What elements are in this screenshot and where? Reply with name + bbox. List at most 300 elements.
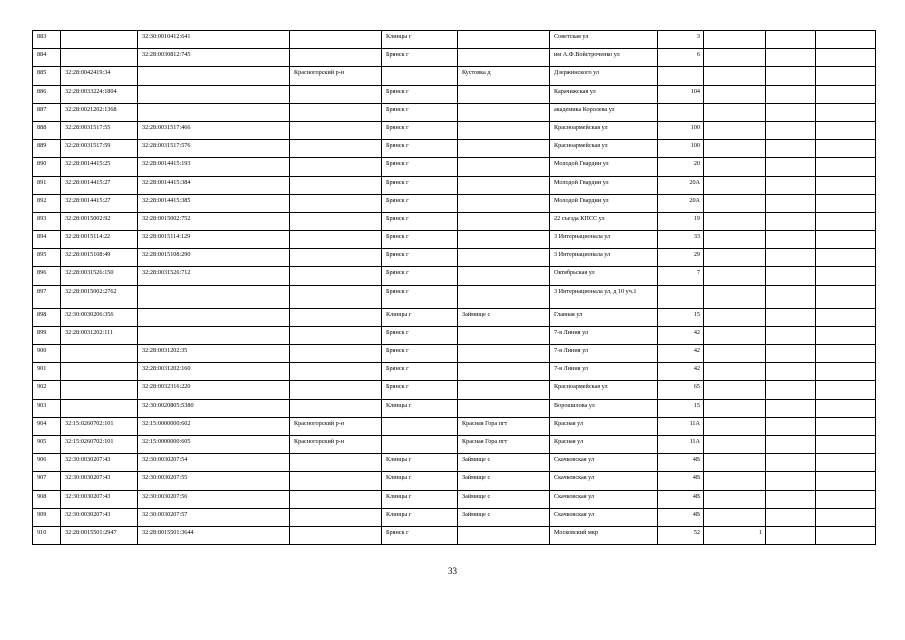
district-cell: Красногорский р-н: [290, 67, 382, 85]
district-cell: [290, 249, 382, 267]
street-cell: Молодой Гвардии ул: [550, 158, 658, 176]
street-cell: Красная ул: [550, 435, 658, 453]
cadastral-number-land-cell: 32:15:0260702:101: [61, 417, 138, 435]
extra-2-cell: [816, 176, 876, 194]
cadastral-number-land-cell: [61, 31, 138, 49]
extra-1-cell: [766, 381, 816, 399]
extra-2-cell: [816, 31, 876, 49]
extra-1-cell: [766, 121, 816, 139]
cadastral-number-building-cell: 32:28:0015002:752: [138, 212, 290, 230]
extra-2-cell: [816, 435, 876, 453]
city-cell: [382, 67, 458, 85]
extra-1-cell: [766, 454, 816, 472]
row-number-cell: 898: [33, 308, 61, 326]
extra-2-cell: [816, 49, 876, 67]
extra-1-cell: [766, 308, 816, 326]
building-number-cell: [704, 345, 766, 363]
row-number-cell: 900: [33, 345, 61, 363]
settlement-cell: Займище с: [458, 472, 550, 490]
table-row: [33, 49, 876, 67]
city-cell: Брянск г: [382, 345, 458, 363]
house-number-cell: 100: [658, 140, 704, 158]
cadastral-number-building-cell: 32:28:0015114:129: [138, 231, 290, 249]
house-number-cell: 20: [658, 158, 704, 176]
building-number-cell: [704, 176, 766, 194]
house-number-cell: 52: [658, 526, 704, 544]
city-cell: Брянск г: [382, 103, 458, 121]
settlement-cell: [458, 526, 550, 544]
building-number-cell: [704, 417, 766, 435]
settlement-cell: Займище с: [458, 508, 550, 526]
settlement-cell: [458, 285, 550, 308]
cadastral-number-land-cell: [61, 345, 138, 363]
settlement-cell: [458, 212, 550, 230]
building-number-cell: [704, 326, 766, 344]
settlement-cell: [458, 231, 550, 249]
building-number-cell: 1: [704, 526, 766, 544]
extra-2-cell: [816, 140, 876, 158]
district-cell: [290, 85, 382, 103]
city-cell: Брянск г: [382, 212, 458, 230]
district-cell: [290, 490, 382, 508]
extra-1-cell: [766, 140, 816, 158]
extra-2-cell: [816, 417, 876, 435]
cadastral-number-building-cell: 32:30:0010412:641: [138, 31, 290, 49]
table-row: [33, 326, 876, 344]
cadastral-number-land-cell: [61, 49, 138, 67]
city-cell: [382, 435, 458, 453]
house-number-cell: 15: [658, 399, 704, 417]
cadastral-number-land-cell: [61, 363, 138, 381]
extra-1-cell: [766, 526, 816, 544]
building-number-cell: [704, 399, 766, 417]
street-cell: 3 Интернационала ул: [550, 249, 658, 267]
table-row: [33, 490, 876, 508]
extra-2-cell: [816, 381, 876, 399]
city-cell: Брянск г: [382, 326, 458, 344]
house-number-cell: 100: [658, 121, 704, 139]
cadastral-number-building-cell: 32:15:0000000:602: [138, 417, 290, 435]
cadastral-number-building-cell: 32:28:0014415:193: [138, 158, 290, 176]
row-number-cell: 899: [33, 326, 61, 344]
settlement-cell: Займище с: [458, 454, 550, 472]
cadastral-number-building-cell: 32:28:0030812:745: [138, 49, 290, 67]
row-number-cell: 890: [33, 158, 61, 176]
building-number-cell: [704, 212, 766, 230]
building-number-cell: [704, 490, 766, 508]
cadastral-number-land-cell: 32:30:0030206:356: [61, 308, 138, 326]
city-cell: Брянск г: [382, 285, 458, 308]
building-number-cell: [704, 67, 766, 85]
table-row: [33, 508, 876, 526]
table-row: [33, 454, 876, 472]
cadastral-number-building-cell: 32:30:0030207:57: [138, 508, 290, 526]
extra-2-cell: [816, 326, 876, 344]
street-cell: Московский мкр: [550, 526, 658, 544]
page-number: 33: [448, 566, 457, 576]
street-cell: академика Королева ул: [550, 103, 658, 121]
extra-1-cell: [766, 249, 816, 267]
extra-2-cell: [816, 363, 876, 381]
city-cell: Брянск г: [382, 49, 458, 67]
cadastral-number-land-cell: 32:28:0033224:1804: [61, 85, 138, 103]
row-number-cell: 889: [33, 140, 61, 158]
cadastral-number-land-cell: 32:28:0031202:111: [61, 326, 138, 344]
cadastral-number-land-cell: 32:30:0030207:43: [61, 508, 138, 526]
cadastral-number-land-cell: 32:15:0260702:101: [61, 435, 138, 453]
settlement-cell: Займище с: [458, 490, 550, 508]
cadastral-number-building-cell: 32:28:0032316:220: [138, 381, 290, 399]
cadastral-number-land-cell: 32:28:0015002:92: [61, 212, 138, 230]
building-number-cell: [704, 103, 766, 121]
cadastral-number-land-cell: 32:28:0014415:27: [61, 176, 138, 194]
table-row: [33, 176, 876, 194]
street-cell: Красная ул: [550, 417, 658, 435]
cadastral-number-building-cell: 32:28:0015108:290: [138, 249, 290, 267]
extra-1-cell: [766, 49, 816, 67]
settlement-cell: [458, 326, 550, 344]
row-number-cell: 897: [33, 285, 61, 308]
settlement-cell: [458, 176, 550, 194]
extra-1-cell: [766, 417, 816, 435]
cadastral-number-building-cell: [138, 103, 290, 121]
row-number-cell: 883: [33, 31, 61, 49]
settlement-cell: [458, 140, 550, 158]
cadastral-number-building-cell: [138, 326, 290, 344]
table-row: [33, 417, 876, 435]
city-cell: Клинцы г: [382, 454, 458, 472]
settlement-cell: [458, 267, 550, 285]
table-row: [33, 308, 876, 326]
extra-2-cell: [816, 285, 876, 308]
street-cell: 7-я Линия ул: [550, 345, 658, 363]
city-cell: Брянск г: [382, 249, 458, 267]
cadastral-number-building-cell: 32:28:0031517:466: [138, 121, 290, 139]
row-number-cell: 909: [33, 508, 61, 526]
district-cell: [290, 212, 382, 230]
table-body: [33, 31, 876, 545]
street-cell: 7-я Линия ул: [550, 326, 658, 344]
district-cell: [290, 526, 382, 544]
row-number-cell: 886: [33, 85, 61, 103]
house-number-cell: 42: [658, 326, 704, 344]
settlement-cell: [458, 31, 550, 49]
house-number-cell: 3: [658, 31, 704, 49]
cadastral-number-building-cell: 32:28:0015501:3644: [138, 526, 290, 544]
street-cell: Главная ул: [550, 308, 658, 326]
table-row: [33, 399, 876, 417]
house-number-cell: 7: [658, 267, 704, 285]
extra-2-cell: [816, 267, 876, 285]
extra-1-cell: [766, 158, 816, 176]
row-number-cell: 884: [33, 49, 61, 67]
building-number-cell: [704, 435, 766, 453]
cadastral-number-building-cell: 32:15:0000000:605: [138, 435, 290, 453]
table-row: [33, 267, 876, 285]
settlement-cell: Красная Гора пгт: [458, 417, 550, 435]
row-number-cell: 891: [33, 176, 61, 194]
extra-1-cell: [766, 508, 816, 526]
extra-2-cell: [816, 508, 876, 526]
city-cell: Клинцы г: [382, 490, 458, 508]
cadastral-number-building-cell: 32:30:0020805:5380: [138, 399, 290, 417]
extra-1-cell: [766, 67, 816, 85]
extra-2-cell: [816, 231, 876, 249]
extra-2-cell: [816, 67, 876, 85]
building-number-cell: [704, 472, 766, 490]
table-row: [33, 472, 876, 490]
city-cell: Брянск г: [382, 231, 458, 249]
district-cell: Красногорский р-н: [290, 435, 382, 453]
house-number-cell: 20А: [658, 176, 704, 194]
extra-1-cell: [766, 399, 816, 417]
district-cell: [290, 31, 382, 49]
street-cell: им А.Ф.Войстроченко ул: [550, 49, 658, 67]
cadastral-number-land-cell: 32:30:0030207:43: [61, 472, 138, 490]
city-cell: [382, 417, 458, 435]
settlement-cell: [458, 85, 550, 103]
row-number-cell: 902: [33, 381, 61, 399]
row-number-cell: 908: [33, 490, 61, 508]
street-cell: Октябрьская ул: [550, 267, 658, 285]
street-cell: 3 Интернационала ул: [550, 231, 658, 249]
cadastral-number-building-cell: 32:28:0031202:160: [138, 363, 290, 381]
street-cell: Скачковская ул: [550, 472, 658, 490]
district-cell: [290, 158, 382, 176]
house-number-cell: [658, 103, 704, 121]
building-number-cell: [704, 140, 766, 158]
cadastral-number-land-cell: 32:28:0031517:59: [61, 140, 138, 158]
extra-2-cell: [816, 490, 876, 508]
city-cell: Брянск г: [382, 363, 458, 381]
city-cell: Брянск г: [382, 140, 458, 158]
register-table: [32, 30, 876, 545]
district-cell: [290, 140, 382, 158]
cadastral-number-land-cell: [61, 381, 138, 399]
city-cell: Брянск г: [382, 526, 458, 544]
street-cell: Советская ул: [550, 31, 658, 49]
row-number-cell: 896: [33, 267, 61, 285]
street-cell: Ворошилова ул: [550, 399, 658, 417]
extra-2-cell: [816, 399, 876, 417]
street-cell: Карачижская ул: [550, 85, 658, 103]
row-number-cell: 907: [33, 472, 61, 490]
building-number-cell: [704, 363, 766, 381]
extra-1-cell: [766, 31, 816, 49]
cadastral-number-land-cell: 32:28:0031517:55: [61, 121, 138, 139]
street-cell: Молодой Гвардии ул: [550, 194, 658, 212]
extra-2-cell: [816, 121, 876, 139]
house-number-cell: 4В: [658, 454, 704, 472]
city-cell: Брянск г: [382, 267, 458, 285]
extra-2-cell: [816, 526, 876, 544]
extra-2-cell: [816, 308, 876, 326]
extra-2-cell: [816, 194, 876, 212]
building-number-cell: [704, 31, 766, 49]
house-number-cell: 15: [658, 308, 704, 326]
building-number-cell: [704, 308, 766, 326]
table-row: [33, 285, 876, 308]
settlement-cell: [458, 363, 550, 381]
city-cell: Брянск г: [382, 194, 458, 212]
extra-2-cell: [816, 85, 876, 103]
extra-2-cell: [816, 472, 876, 490]
table-row: [33, 67, 876, 85]
street-cell: Скачковская ул: [550, 454, 658, 472]
cadastral-number-building-cell: 32:28:0014415:385: [138, 194, 290, 212]
table-row: [33, 31, 876, 49]
district-cell: [290, 363, 382, 381]
building-number-cell: [704, 285, 766, 308]
table-row: [33, 435, 876, 453]
building-number-cell: [704, 267, 766, 285]
building-number-cell: [704, 381, 766, 399]
row-number-cell: 894: [33, 231, 61, 249]
table-row: [33, 158, 876, 176]
building-number-cell: [704, 508, 766, 526]
row-number-cell: 888: [33, 121, 61, 139]
house-number-cell: 33: [658, 231, 704, 249]
settlement-cell: [458, 49, 550, 67]
cadastral-number-land-cell: 32:28:0014415:25: [61, 158, 138, 176]
house-number-cell: 4В: [658, 472, 704, 490]
settlement-cell: [458, 399, 550, 417]
settlement-cell: [458, 103, 550, 121]
extra-1-cell: [766, 435, 816, 453]
extra-1-cell: [766, 231, 816, 249]
street-cell: Красноармейская ул: [550, 140, 658, 158]
street-cell: Молодой Гвардии ул: [550, 176, 658, 194]
cadastral-number-building-cell: [138, 308, 290, 326]
district-cell: [290, 381, 382, 399]
settlement-cell: Займище с: [458, 308, 550, 326]
row-number-cell: 895: [33, 249, 61, 267]
cadastral-number-land-cell: 32:28:0015501:2947: [61, 526, 138, 544]
row-number-cell: 887: [33, 103, 61, 121]
settlement-cell: Красная Гора пгт: [458, 435, 550, 453]
house-number-cell: 11А: [658, 435, 704, 453]
street-cell: 7-я Линия ул: [550, 363, 658, 381]
building-number-cell: [704, 194, 766, 212]
house-number-cell: 4В: [658, 490, 704, 508]
district-cell: [290, 508, 382, 526]
city-cell: Брянск г: [382, 121, 458, 139]
extra-1-cell: [766, 267, 816, 285]
house-number-cell: 42: [658, 345, 704, 363]
district-cell: [290, 49, 382, 67]
table-row: [33, 103, 876, 121]
table-row: [33, 85, 876, 103]
city-cell: Клинцы г: [382, 508, 458, 526]
cadastral-number-land-cell: [61, 399, 138, 417]
cadastral-number-land-cell: 32:28:0031526:150: [61, 267, 138, 285]
row-number-cell: 910: [33, 526, 61, 544]
city-cell: Брянск г: [382, 158, 458, 176]
street-cell: Красноармейская ул: [550, 121, 658, 139]
table-row: [33, 140, 876, 158]
extra-2-cell: [816, 345, 876, 363]
house-number-cell: 20А: [658, 194, 704, 212]
settlement-cell: [458, 381, 550, 399]
row-number-cell: 901: [33, 363, 61, 381]
district-cell: [290, 472, 382, 490]
extra-1-cell: [766, 212, 816, 230]
district-cell: [290, 399, 382, 417]
district-cell: [290, 103, 382, 121]
extra-1-cell: [766, 363, 816, 381]
building-number-cell: [704, 158, 766, 176]
cadastral-number-land-cell: 32:28:0015002:2762: [61, 285, 138, 308]
district-cell: [290, 176, 382, 194]
cadastral-number-land-cell: 32:28:0015114:22: [61, 231, 138, 249]
table-row: [33, 212, 876, 230]
cadastral-number-land-cell: 32:28:0042419:34: [61, 67, 138, 85]
cadastral-number-building-cell: 32:30:0030207:55: [138, 472, 290, 490]
house-number-cell: 11А: [658, 417, 704, 435]
settlement-cell: [458, 194, 550, 212]
settlement-cell: [458, 121, 550, 139]
house-number-cell: 104: [658, 85, 704, 103]
cadastral-number-building-cell: 32:28:0031526:712: [138, 267, 290, 285]
district-cell: [290, 121, 382, 139]
row-number-cell: 906: [33, 454, 61, 472]
cadastral-number-building-cell: [138, 85, 290, 103]
city-cell: Клинцы г: [382, 399, 458, 417]
table-row: [33, 381, 876, 399]
extra-1-cell: [766, 85, 816, 103]
district-cell: [290, 454, 382, 472]
settlement-cell: Кустовка д: [458, 67, 550, 85]
building-number-cell: [704, 454, 766, 472]
settlement-cell: [458, 345, 550, 363]
row-number-cell: 903: [33, 399, 61, 417]
district-cell: [290, 285, 382, 308]
district-cell: Красногорский р-н: [290, 417, 382, 435]
cadastral-number-land-cell: 32:28:0014415:27: [61, 194, 138, 212]
building-number-cell: [704, 85, 766, 103]
extra-2-cell: [816, 249, 876, 267]
street-cell: Красноармейская ул: [550, 381, 658, 399]
extra-1-cell: [766, 103, 816, 121]
house-number-cell: 19: [658, 212, 704, 230]
street-cell: 3 Интернационала ул, д 10 уч.1: [550, 285, 658, 308]
extra-1-cell: [766, 176, 816, 194]
extra-1-cell: [766, 285, 816, 308]
extra-1-cell: [766, 345, 816, 363]
extra-1-cell: [766, 472, 816, 490]
extra-1-cell: [766, 194, 816, 212]
cadastral-number-building-cell: 32:30:0030207:54: [138, 454, 290, 472]
table-row: [33, 194, 876, 212]
city-cell: Брянск г: [382, 85, 458, 103]
district-cell: [290, 308, 382, 326]
cadastral-number-building-cell: [138, 285, 290, 308]
extra-2-cell: [816, 158, 876, 176]
cadastral-number-building-cell: 32:28:0014415:384: [138, 176, 290, 194]
cadastral-number-land-cell: 32:28:0021202:1368: [61, 103, 138, 121]
table-row: [33, 121, 876, 139]
district-cell: [290, 345, 382, 363]
cadastral-number-land-cell: 32:28:0015108:49: [61, 249, 138, 267]
table-row: [33, 526, 876, 544]
house-number-cell: 29: [658, 249, 704, 267]
row-number-cell: 892: [33, 194, 61, 212]
row-number-cell: 885: [33, 67, 61, 85]
cadastral-number-building-cell: [138, 67, 290, 85]
building-number-cell: [704, 249, 766, 267]
building-number-cell: [704, 121, 766, 139]
row-number-cell: 905: [33, 435, 61, 453]
